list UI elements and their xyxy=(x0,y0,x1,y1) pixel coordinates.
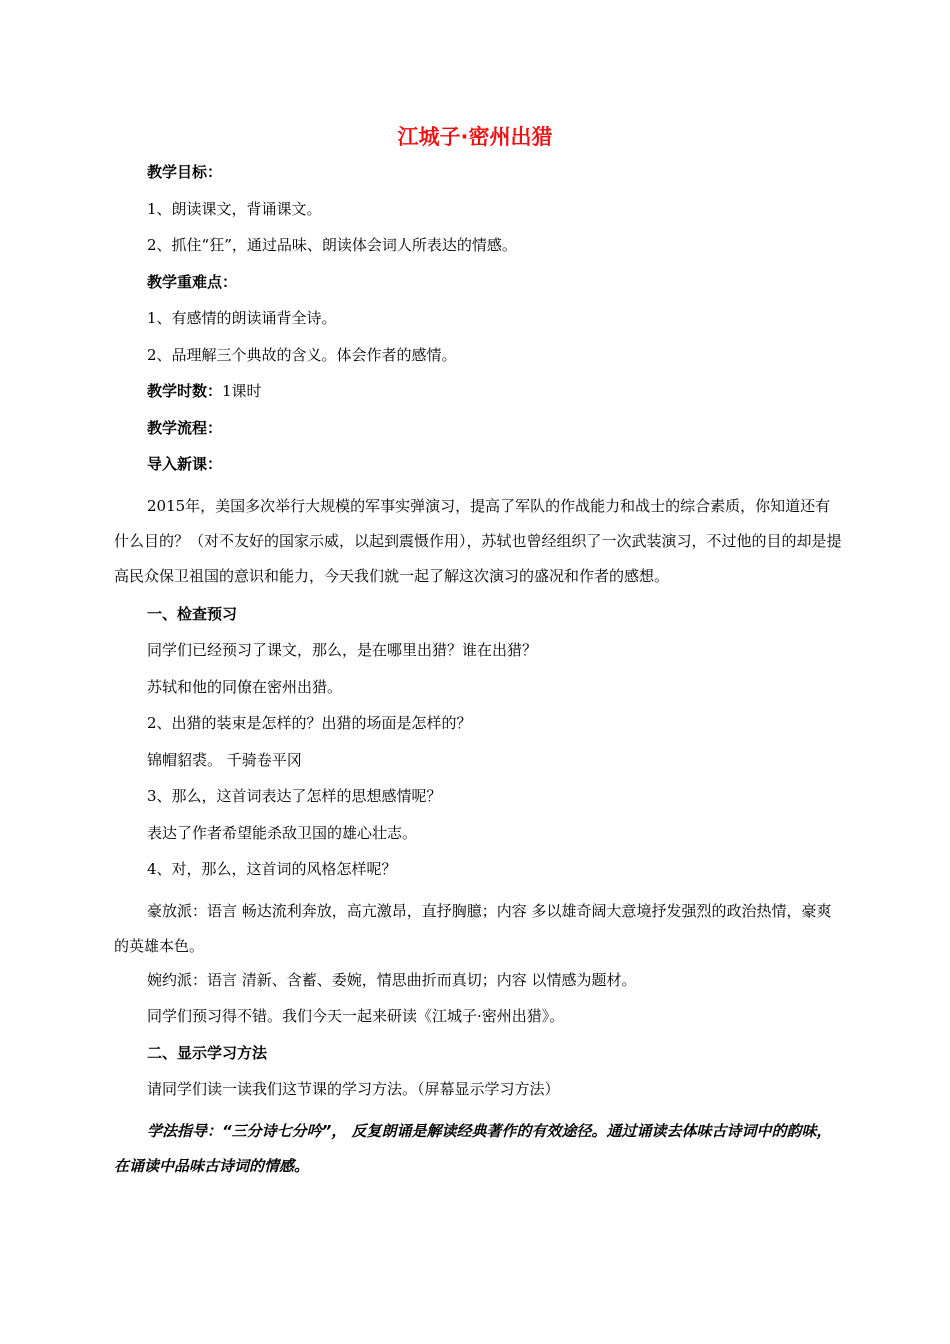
intro-paragraph: 2015年，美国多次举行大规模的军事实弹演习，提高了军队的作战能力和战士的综合素质，你知道还有什么目的？（对不友好的国家示威，以起到震慑作用），苏轼也曾经组织了一次武装演习，不过他的目的却是提高民众保卫祖国的意识和能力，今天我们就一起了解这次演习的盛况和作者的感想。 xyxy=(114,496,842,585)
part1-line: 3、那么，这首词表达了怎样的思想感情呢？ xyxy=(147,787,442,805)
part1-line: 表达了作者希望能杀敌卫国的雄心壮志。 xyxy=(147,823,418,842)
part1-heading: 一、检查预习 xyxy=(147,604,238,623)
key-points-heading: 教学重难点： xyxy=(147,272,238,291)
document-body xyxy=(114,160,844,1184)
part1-line: 4、对，那么，这首词的风格怎样呢？ xyxy=(147,860,397,878)
key-point-item: 1、有感情的朗读诵背全诗。 xyxy=(147,309,337,327)
part2-heading: 二、显示学习方法 xyxy=(147,1043,268,1062)
part1-line: 锦帽貂裘。 千骑卷平冈 xyxy=(147,750,302,769)
teaching-hours-value: 1课时 xyxy=(222,382,262,400)
part1-line: 同学们已经预习了课文，那么，是在哪里出猎？谁在出猎？ xyxy=(147,641,538,659)
key-point-item: 2、品理解三个典故的含义。体会作者的感情。 xyxy=(147,345,457,364)
part1-line: 2、出猎的装束是怎样的？出猎的场面是怎样的？ xyxy=(147,714,472,732)
part2-line: 请同学们读一读我们这节课的学习方法。（屏幕显示学习方法） xyxy=(147,1080,560,1098)
page-title: 江城子·密州出猎 xyxy=(397,125,553,149)
haofang-paragraph: 豪放派：语言 畅达流利奔放，高亢激昂，直抒胸臆；内容 多以雄奇阔大意境抒发强烈的政治热情，豪爽的英雄本色。 xyxy=(114,901,832,955)
part1-close: 同学们预习得不错。我们今天一起来研读《江城子·密州出猎》。 xyxy=(147,1007,565,1025)
objectives-heading: 教学目标： xyxy=(147,163,223,181)
flow-heading: 教学流程： xyxy=(147,418,223,437)
intro-heading: 导入新课： xyxy=(147,455,223,473)
teaching-hours xyxy=(114,379,844,403)
wanyue-paragraph: 婉约派：语言 清新、含蓄、委婉，情思曲折而真切；内容 以情感为题材。 xyxy=(147,970,637,989)
objective-item: 1、朗读课文，背诵课文。 xyxy=(147,199,322,218)
part1-line: 苏轼和他的同僚在密州出猎。 xyxy=(147,677,343,696)
objective-item: 2、抓住“狂”，通过品味、朗读体会词人所表达的情感。 xyxy=(147,236,517,254)
study-method-paragraph: 学法指导：“三分诗七分吟”， 反复朗诵是解读经典著作的有效途径。通过诵读去体味古诗词中的韵味，在诵读中品味古诗词的情感。 xyxy=(114,1121,832,1175)
teaching-hours-label: 教学时数： xyxy=(147,382,223,400)
